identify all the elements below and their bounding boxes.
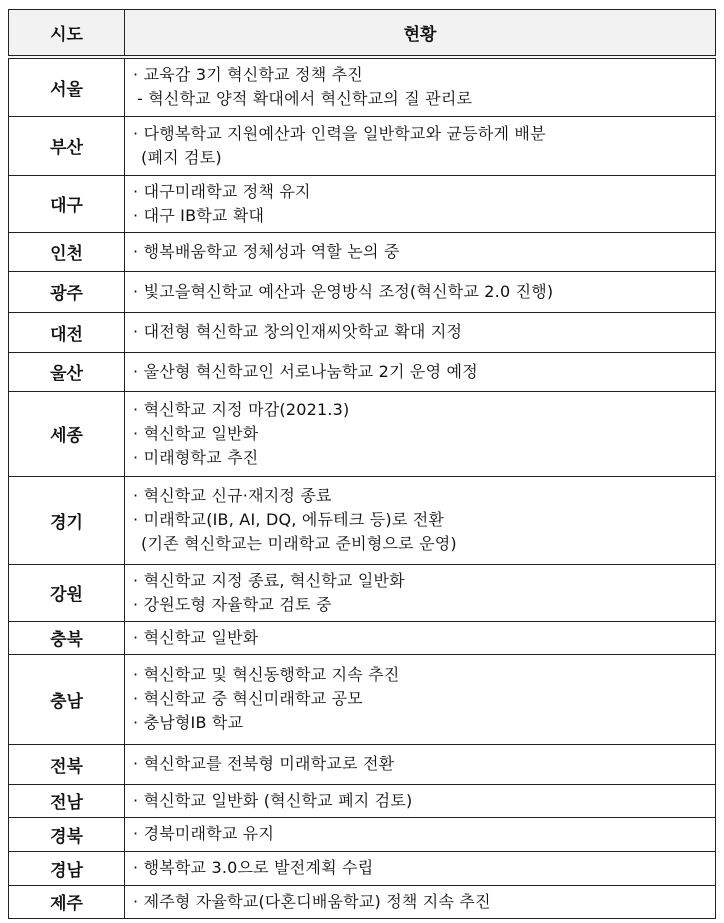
status-line: · 혁신학교 일반화 bbox=[133, 627, 259, 647]
header-region: 시도 bbox=[9, 10, 125, 58]
region-cell: 광주 bbox=[9, 271, 125, 312]
region-cell: 서울 bbox=[9, 57, 125, 116]
status-line: · 교육감 3기 혁신학교 정책 추진 bbox=[133, 65, 363, 85]
region-cell: 충남 bbox=[9, 654, 125, 744]
status-line: · 울산형 혁신학교인 서로나눔학교 2기 운영 예정 bbox=[133, 361, 478, 381]
status-line: · 혁신학교 중 혁신미래학교 공모 bbox=[133, 689, 363, 708]
status-cell bbox=[125, 271, 716, 312]
status-line: · 혁신학교를 전북형 미래학교로 전환 bbox=[133, 754, 395, 773]
region-cell: 울산 bbox=[9, 352, 125, 391]
status-cell bbox=[125, 391, 716, 476]
status-cell bbox=[125, 232, 716, 271]
status-line: · 혁신학교 지정 마감(2021.3) bbox=[133, 399, 350, 419]
region-cell: 충북 bbox=[9, 621, 125, 654]
status-line: · 혁신학교 지정 종료, 혁신학교 일반화 bbox=[133, 570, 405, 590]
table-row bbox=[9, 744, 716, 784]
status-line: · 제주형 자율학교(다혼디배움학교) 정책 지속 추진 bbox=[133, 891, 491, 911]
status-cell bbox=[125, 744, 716, 784]
status-cell bbox=[125, 476, 716, 564]
status-cell bbox=[125, 564, 716, 621]
status-line: · 행복학교 3.0으로 발전계획 수립 bbox=[133, 858, 374, 877]
region-cell: 세종 bbox=[9, 391, 125, 476]
table-body bbox=[9, 57, 716, 918]
status-cell bbox=[125, 57, 716, 116]
table-row bbox=[9, 312, 716, 352]
table-row bbox=[9, 476, 716, 564]
status-line: · 행복배움학교 정체성과 역할 논의 중 bbox=[133, 241, 400, 261]
status-line: · 경북미래학교 유지 bbox=[133, 824, 275, 843]
status-line: · 대구 IB학교 확대 bbox=[133, 205, 265, 225]
status-cell bbox=[125, 312, 716, 352]
status-cell bbox=[125, 885, 716, 918]
region-cell: 대전 bbox=[9, 312, 125, 352]
status-line: · 대전형 혁신학교 창의인재씨앗학교 확대 지정 bbox=[133, 322, 463, 341]
status-cell bbox=[125, 175, 716, 232]
status-line: (폐지 검토) bbox=[141, 147, 222, 167]
status-line: · 미래학교(IB, AI, DQ, 에듀테크 등)로 전환 bbox=[133, 510, 445, 529]
table-header-row bbox=[9, 10, 716, 58]
status-line: · 충남형IB 학교 bbox=[133, 713, 244, 732]
status-line: · 혁신학교 및 혁신동행학교 지속 추진 bbox=[133, 665, 400, 684]
table-row bbox=[9, 851, 716, 885]
table-row bbox=[9, 271, 716, 312]
region-cell: 전남 bbox=[9, 784, 125, 817]
status-cell bbox=[125, 116, 716, 175]
table-row bbox=[9, 654, 716, 744]
region-cell: 경북 bbox=[9, 817, 125, 851]
table-row bbox=[9, 564, 716, 621]
table-row bbox=[9, 352, 716, 391]
status-line: · 미래형학교 추진 bbox=[133, 447, 259, 467]
status-cell bbox=[125, 621, 716, 654]
status-cell bbox=[125, 352, 716, 391]
status-line: (기존 혁신학교는 미래학교 준비형으로 운영) bbox=[141, 534, 457, 553]
table-row bbox=[9, 817, 716, 851]
status-cell bbox=[125, 654, 716, 744]
table-row bbox=[9, 621, 716, 654]
table-row bbox=[9, 116, 716, 175]
region-cell: 경기 bbox=[9, 476, 125, 564]
table-row bbox=[9, 175, 716, 232]
table-row bbox=[9, 391, 716, 476]
region-cell: 전북 bbox=[9, 744, 125, 784]
status-line: · 혁신학교 일반화 (혁신학교 폐지 검토) bbox=[133, 790, 413, 810]
status-line: · 빛고을혁신학교 예산과 운영방식 조정(혁신학교 2.0 진행) bbox=[133, 281, 554, 301]
table-row bbox=[9, 57, 716, 116]
status-line: · 혁신학교 일반화 bbox=[133, 423, 259, 443]
region-cell: 제주 bbox=[9, 885, 125, 918]
region-cell: 경남 bbox=[9, 851, 125, 885]
status-line: · 대구미래학교 정책 유지 bbox=[133, 181, 311, 201]
status-line: · 강원도형 자율학교 검토 중 bbox=[133, 594, 332, 614]
region-cell: 인천 bbox=[9, 232, 125, 271]
table-row bbox=[9, 885, 716, 918]
region-cell: 대구 bbox=[9, 175, 125, 232]
status-line: · 혁신학교 신규·재지정 종료 bbox=[133, 486, 332, 505]
region-cell: 강원 bbox=[9, 564, 125, 621]
table-row bbox=[9, 784, 716, 817]
region-cell: 부산 bbox=[9, 116, 125, 175]
table-row bbox=[9, 232, 716, 271]
innovation-school-status-table bbox=[8, 9, 716, 919]
header-status: 현황 bbox=[125, 10, 716, 58]
status-cell bbox=[125, 851, 716, 885]
status-line: · 다행복학교 지원예산과 인력을 일반학교와 균등하게 배분 bbox=[133, 123, 546, 143]
status-cell bbox=[125, 817, 716, 851]
status-line: - 혁신학교 양적 확대에서 혁신학교의 질 관리로 bbox=[137, 89, 473, 109]
status-cell bbox=[125, 784, 716, 817]
